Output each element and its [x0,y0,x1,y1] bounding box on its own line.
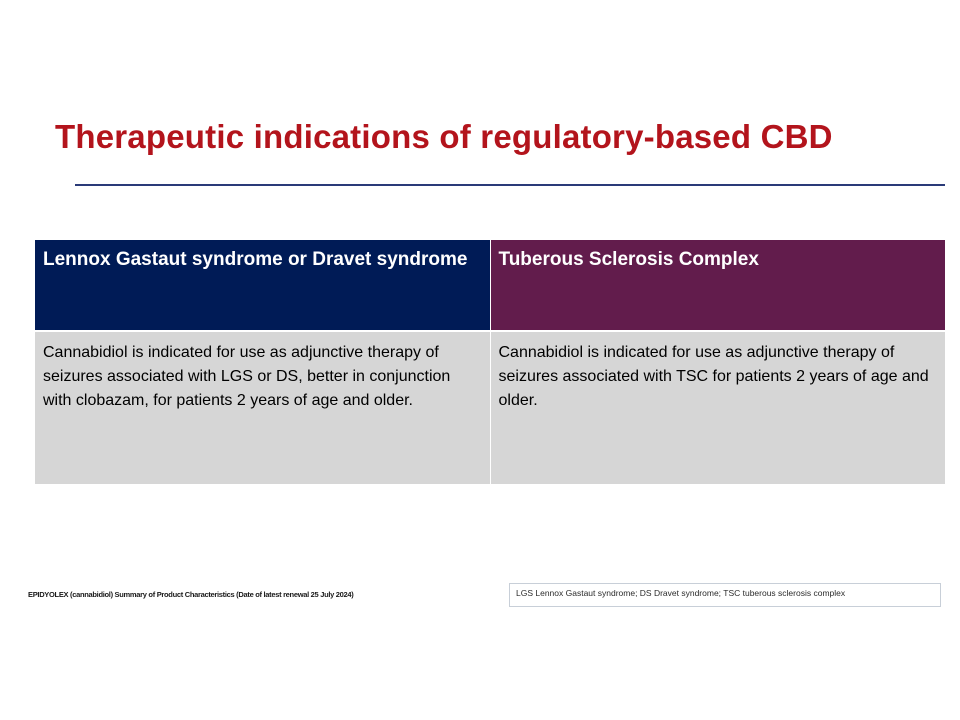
header-lgs-ds-label: Lennox Gastaut syndrome or Dravet syndrome [43,249,468,270]
title-divider [75,184,945,186]
cell-tsc-indication [490,331,945,484]
cell-tsc-text: Cannabidiol is indicated for use as adjunctive therapy of seizures associated with TSC for patients 2 years of age and older. [498,344,929,409]
table-header-row [35,240,945,331]
indications-table [35,240,945,484]
slide-title: Therapeutic indications of regulatory-based CBD [55,118,833,155]
cell-lgs-ds-indication [35,331,490,484]
header-lgs-ds [35,240,490,331]
table-row [35,331,945,484]
cell-lgs-ds-text: Cannabidiol is indicated for use as adjunctive therapy of seizures associated with LGS or DS, better in conjunction with clobazam, for patients 2 years of age and older. [43,344,451,409]
abbreviations-note: LGS Lennox Gastaut syndrome; DS Dravet syndrome; TSC tuberous sclerosis complex [509,583,941,607]
header-tsc-label: Tuberous Sclerosis Complex [498,249,759,270]
source-reference: EPIDYOLEX (cannabidiol) Summary of Product Characteristics (Date of latest renewal 25 July 2024) [28,590,354,599]
header-tsc [490,240,945,331]
